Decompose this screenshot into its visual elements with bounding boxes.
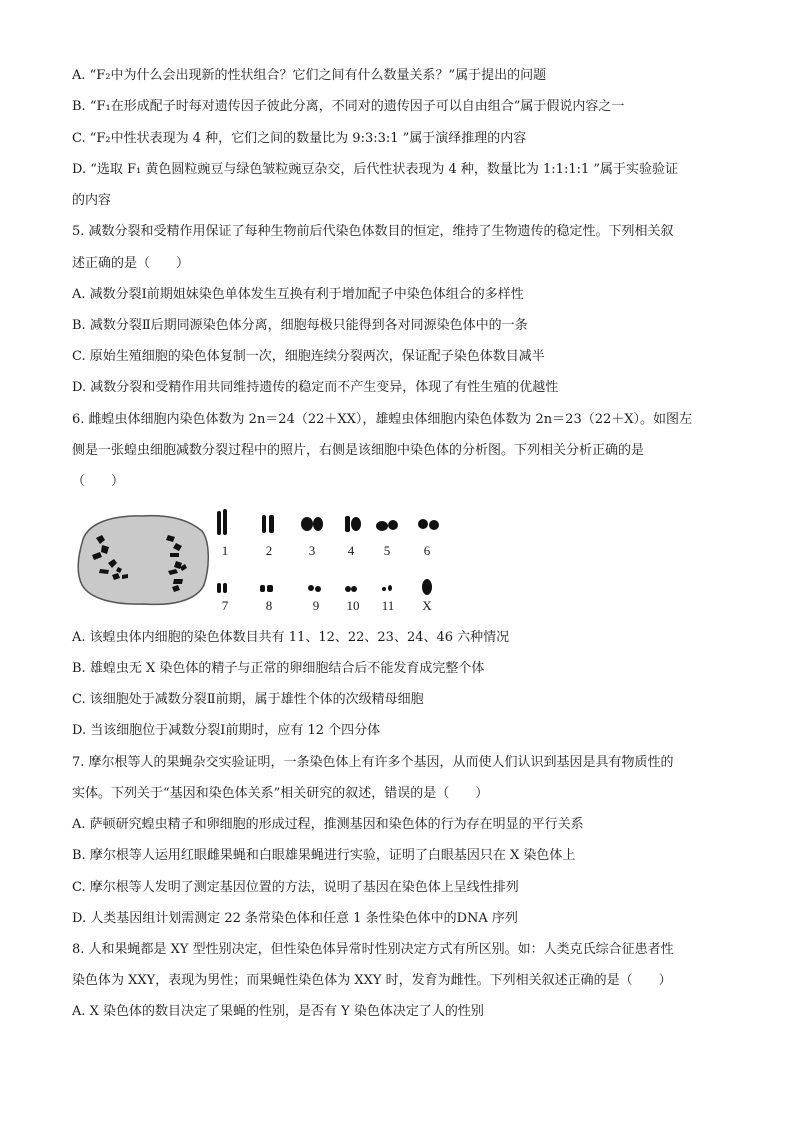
chromosome-9-b [315, 586, 321, 592]
q8-stem-cont: 染色体为 XXY，表现为男性；而果蝇性染色体为 XXY 时，发育为雌性。下列相关叙述正确的是（ ） [72, 973, 672, 988]
karyotype-label-1: 1 [221, 543, 229, 558]
q6-option-d: D. 当该细胞位于减数分裂Ⅰ前期时，应有 12 个四分体 [72, 723, 381, 738]
karyotype-label-9: 9 [312, 598, 320, 613]
chromosome-6-a [418, 519, 428, 529]
q5-option-c: C. 原始生殖细胞的染色体复制一次，细胞连续分裂两次，保证配子染色体数目减半 [72, 349, 545, 364]
chromosome-x [422, 579, 432, 595]
q5-option-a: A. 减数分裂Ⅰ前期姐妹染色单体发生互换有利于增加配子中染色体组合的多样性 [72, 287, 524, 302]
chromosome-7-a [217, 583, 221, 593]
q4-option-a: A. “F₂中为什么会出现新的性状组合？它们之间有什么数量关系？”属于提出的问题 [72, 68, 547, 83]
q6-stem-cont-2: （ ） [72, 474, 125, 489]
q6-stem-cont: 侧是一张蝗虫细胞减数分裂过程中的照片，右侧是该细胞中染色体的分析图。下列相关分析正确的是 [72, 443, 645, 458]
q7-stem: 7. 摩尔根等人的果蝇杂交实验证明，一条染色体上有许多个基因，从而使人们认识到基因是具有物质性的 [72, 755, 674, 770]
q6-option-c: C. 该细胞处于减数分裂Ⅱ前期，属于雄性个体的次级精母细胞 [72, 692, 424, 707]
chromosome-10-a [345, 586, 351, 592]
q7-stem-cont: 实体。下列关于“基因和染色体关系”相关研究的叙述，错误的是（ ） [72, 786, 489, 801]
chromosome-4-a [345, 516, 350, 532]
karyotype-label-2: 2 [265, 543, 273, 558]
q7-option-a: A. 萨顿研究蝗虫精子和卵细胞的形成过程，推测基因和染色体的行为存在明显的平行关系 [72, 817, 584, 832]
q7-option-b: B. 摩尔根等人运用红眼雌果蝇和白眼雄果蝇进行实验，证明了白眼基因只在 X 染色体上 [72, 848, 576, 863]
chromosome-2-b [269, 515, 274, 533]
karyotype-label-4: 4 [347, 543, 355, 558]
q5-stem-cont: 述正确的是（ ） [72, 256, 190, 271]
chromosome-1-b [223, 509, 227, 535]
cell-outline [78, 516, 208, 605]
q5-stem: 5. 减数分裂和受精作用保证了每种生物前后代染色体数目的恒定，维持了生物遗传的稳定性。下列相关叙 [72, 224, 674, 239]
karyotype-label-7: 7 [221, 598, 229, 613]
q4-option-d: D. “选取 F₁ 黄色圆粒豌豆与绿色皱粒豌豆杂交，后代性状表现为 4 种，数量比为 1:1:1:1 ”属于实验验证 [72, 162, 679, 177]
q6-stem: 6. 雌蝗虫体细胞内染色体数为 2n＝24（22＋XX），雄蝗虫体细胞内染色体数为 2n＝23（22＋X）。如图左 [72, 412, 693, 427]
q6-option-a: A. 该蝗虫体内细胞的染色体数目共有 11、12、22、23、24、46 六种情况 [72, 630, 510, 645]
karyotype-label-3: 3 [308, 543, 316, 558]
q5-option-d: D. 减数分裂和受精作用共同维持遗传的稳定而不产生变异，体现了有性生殖的优越性 [72, 380, 559, 395]
q7-option-c: C. 摩尔根等人发明了测定基因位置的方法，说明了基因在染色体上呈线性排列 [72, 880, 519, 895]
chromosome-3-b [313, 517, 323, 531]
chromosome-3-a [301, 517, 313, 531]
q7-option-d: D. 人类基因组计划需测定 22 条常染色体和任意 1 条性染色体中的DNA 序列 [72, 911, 518, 926]
q4-option-b: B. “F₁在形成配子时每对遗传因子彼此分离，不同对的遗传因子可以自由组合”属于假说内容之一 [72, 99, 625, 114]
chromosome-10-b [351, 586, 357, 592]
chromosome-9-a [308, 585, 314, 591]
q5-option-b: B. 减数分裂Ⅱ后期同源染色体分离，细胞每极只能得到各对同源染色体中的一条 [72, 318, 528, 333]
q6-option-b: B. 雄蝗虫无 X 染色体的精子与正常的卵细胞结合后不能发育成完整个体 [72, 661, 485, 676]
chromosome-11-a [382, 587, 386, 591]
karyotype-label-6: 6 [423, 543, 431, 558]
chromosome-1-a [217, 511, 221, 535]
chromosome-figure [72, 505, 472, 620]
chromosome-8-a [260, 585, 265, 592]
karyotype-label-11: 11 [381, 598, 395, 613]
chromosome-8-b [267, 585, 273, 592]
q8-stem: 8. 人和果蝇都是 XY 型性别决定，但性染色体异常时性别决定方式有所区别。如：人类克氏综合征患者性 [72, 942, 674, 957]
q4-option-d-cont: 的内容 [72, 193, 112, 208]
q4-option-c: C. “F₂中性状表现为 4 种，它们之间的数量比为 9:3:3:1 ”属于演绎推理的内容 [72, 131, 527, 146]
q8-option-a: A. X 染色体的数目决定了果蝇的性别，是否有 Y 染色体决定了人的性别 [72, 1004, 484, 1019]
karyotype-label-8: 8 [265, 598, 273, 613]
chromosome-2-a [262, 515, 266, 533]
chromosome-6-b [429, 520, 439, 530]
karyotype-label-5: 5 [383, 543, 391, 558]
chromosome-5-b [388, 520, 398, 530]
chromosome-4-b [351, 517, 361, 531]
karyotype-label-x: X [422, 598, 432, 613]
karyotype-label-10: 10 [346, 598, 360, 613]
chromosome-11-b [388, 585, 392, 591]
chromosome-5-a [376, 521, 388, 531]
chromosome-7-b [223, 583, 227, 593]
